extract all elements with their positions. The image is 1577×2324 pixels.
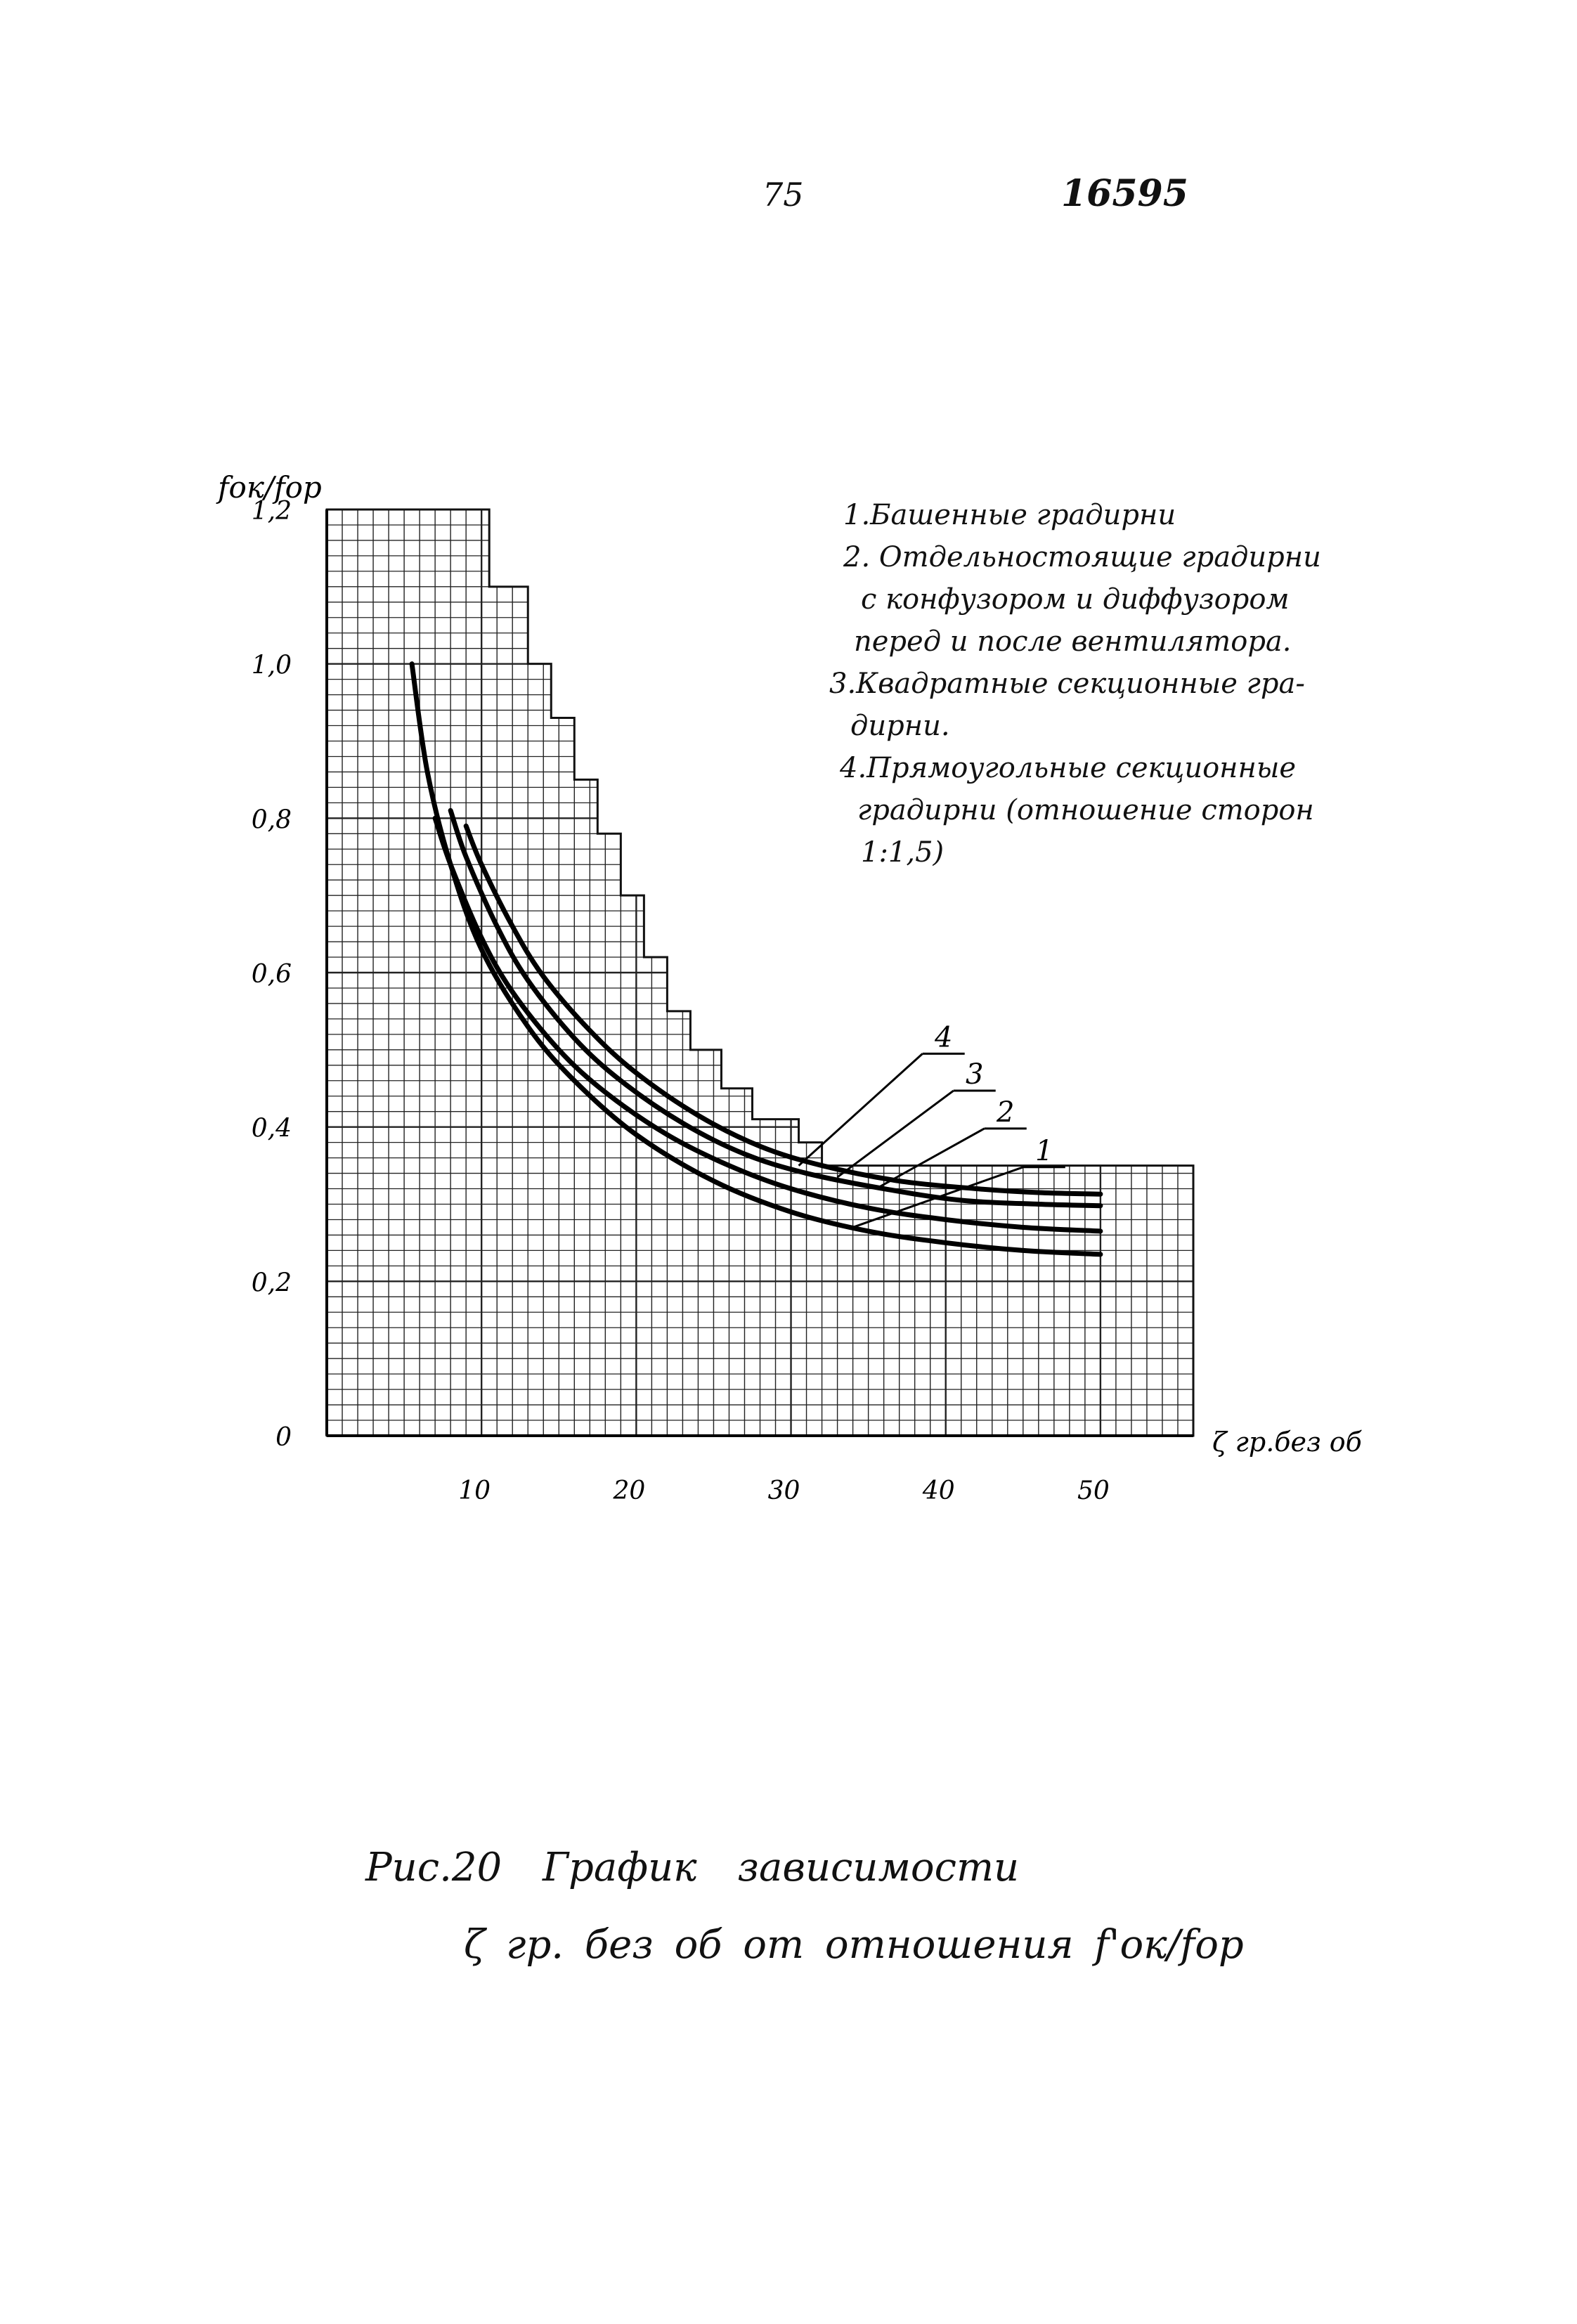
legend-line: градирни (отношение сторон — [857, 794, 1314, 826]
legend-line: перед и после вентилятора. — [854, 625, 1292, 658]
figure-caption-subtitle: ζ гр. без об от отношения f'ок/fор — [464, 1922, 1244, 1968]
legend-line: дирни. — [850, 710, 950, 742]
y-tick-label: 0,6 — [251, 960, 292, 989]
y-tick-label: 0 — [275, 1423, 292, 1452]
x-tick-label: 40 — [922, 1476, 955, 1505]
x-tick-label: 30 — [767, 1476, 800, 1505]
leader-label-1: 1 — [1035, 1134, 1053, 1167]
leader-line-4 — [799, 1053, 923, 1165]
figure-caption-title: Рис.20 График зависимости — [365, 1845, 1020, 1890]
y-tick-label: 1,2 — [251, 497, 292, 526]
y-tick-label: 0,2 — [251, 1268, 292, 1298]
legend-line: 3.Квадратные секционные гра- — [829, 668, 1305, 700]
leader-line-3 — [838, 1091, 954, 1177]
series-line-4 — [466, 826, 1101, 1194]
leader-label-2: 2 — [997, 1096, 1015, 1129]
x-tick-label: 10 — [458, 1476, 491, 1505]
legend-line: 2. Отдельностоящие градирни — [843, 541, 1321, 573]
y-axis-label: fок/fор — [218, 470, 322, 505]
leader-label-4: 4 — [934, 1021, 953, 1054]
legend-line: 1:1,5) — [861, 836, 945, 869]
leader-label-3: 3 — [965, 1058, 984, 1091]
x-axis-label: ζ гр.без об — [1212, 1427, 1362, 1458]
y-tick-label: 0,4 — [251, 1114, 292, 1143]
y-tick-label: 1,0 — [251, 651, 292, 680]
legend-line: 4.Прямоугольные секционные — [840, 752, 1297, 784]
x-tick-label: 50 — [1077, 1476, 1110, 1505]
document-number: 16595 — [1061, 172, 1188, 215]
y-tick-label: 0,8 — [251, 805, 292, 835]
legend-line: 1.Башенные градирни — [843, 499, 1176, 531]
page-number: 75 — [762, 176, 804, 214]
x-tick-label: 20 — [613, 1476, 646, 1505]
legend-line: с конфузором и диффузором — [861, 583, 1290, 616]
